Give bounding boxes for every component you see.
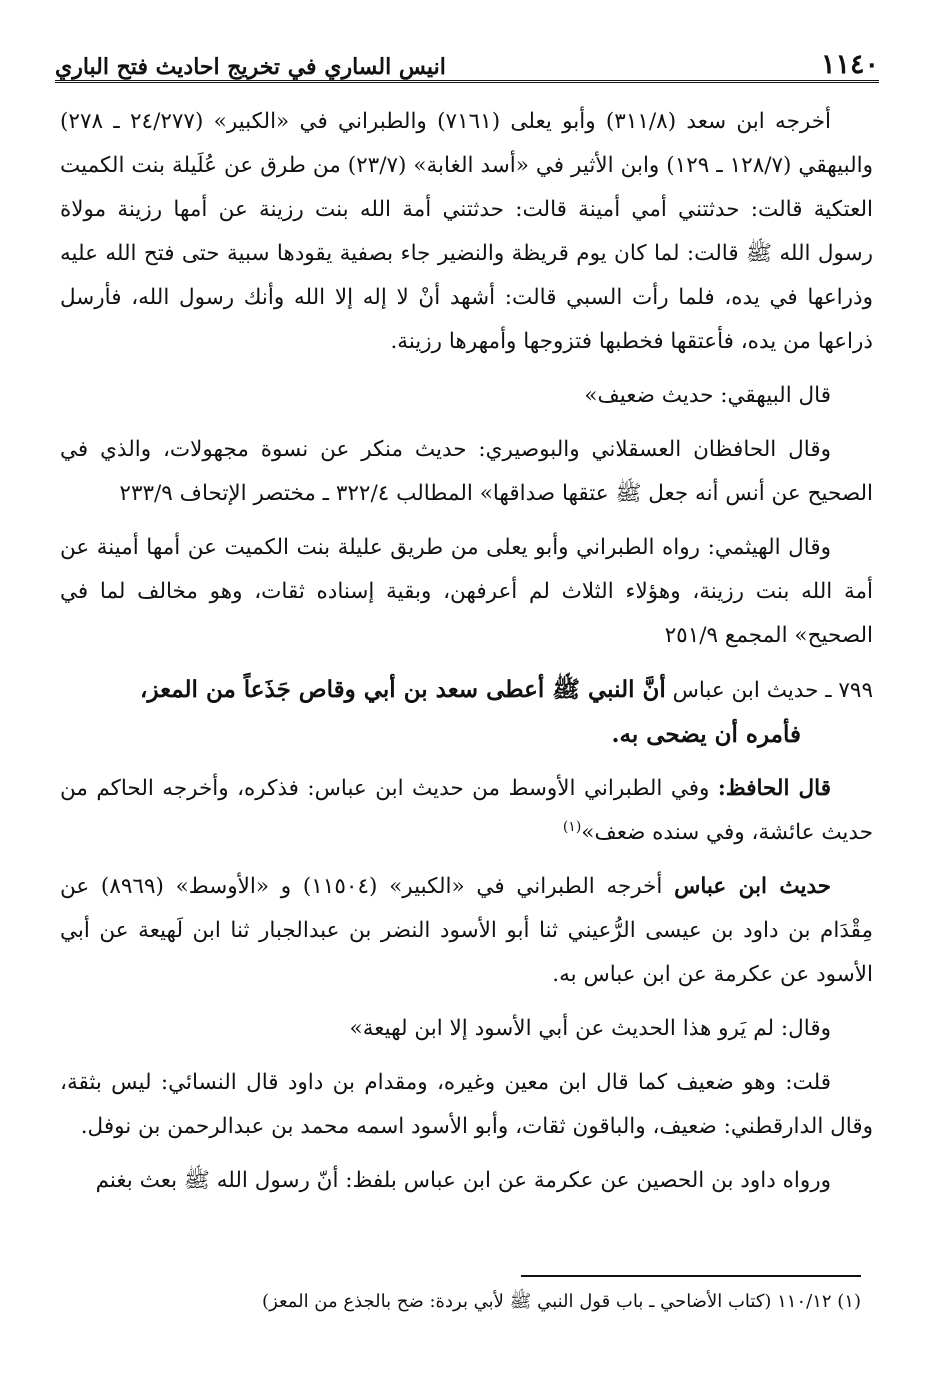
footnote-divider [521,1275,861,1277]
hadith-799 [60,668,873,757]
footnote-reference: (١) [562,818,582,835]
hadith-number: ٧٩٩ ـ حديث ابن عباس [665,678,873,703]
paragraph-bayhaqi: قال البيهقي: حديث ضعيف» [584,383,831,408]
page-number: ١١٤٠ [820,49,879,80]
paragraph-hafizan: وقال الحافظان العسقلاني والبوصيري: حديث منكر عن نسوة مجهولات، والذي في الصحيح عن أنس أنه جعل ﷺ عتقها صداقها» المطالب ٣٢٢/٤ ـ مختصر الإتحاف ٢٣٣/٩ [60,437,873,506]
hadith-ibn-abbas-label: حديث ابن عباس [674,874,832,899]
paragraph-qultu: قلت: وهو ضعيف كما قال ابن معين وغيره، ومقدام بن داود قال النسائي: ليس بثقة، وقال الدارقطني: ضعيف، والباقون ثقات، وأبو الأسود اسمه محمد بن عبدالرحمن بن نوفل. [60,1070,873,1139]
paragraph-hadith-ibn-abbas [60,865,873,997]
paragraph-rawahu-dawud: ورواه داود بن الحصين عن عكرمة عن ابن عباس بلفظ: أنّ رسول الله ﷺ بعث بغنم [95,1168,831,1193]
hadith-matn-line1: أنَّ النبي ﷺ أعطى سعد بن أبي وقاص جَذَعاً من المعز، [140,676,666,703]
hadith-heading [60,668,873,713]
paragraph-takhrij: أخرجه ابن سعد (٣١١/٨) وأبو يعلى (٧١٦١) والطبراني في «الكبير» (٢٤/٢٧٧ ـ ٢٧٨) والبيهقي (١٢٨/٧ ـ ١٢٩) وابن الأثير في «أسد الغابة» (٢٣/٧) من طرق عن عُلَيلة بنت الكميت العتكية قالت: حدثتني أمي أمينة قالت: حدثتني أمة الله بنت رزينة عن أمها رزينة مولاة رسول الله ﷺ قالت: لما كان يوم قريظة والنضير جاء بصفية يقودها سبية حتى فتح الله عليه وذراعها في يده، فلما رأت السبي قالت: أشهد أنْ لا إله إلا الله وأنك رسول الله، فأرسل ذراعها من يده، فأعتقها فخطبها فتزوجها وأمهرها رزينة. [60,109,874,354]
hadith-matn-line2: فأمره أن يضحى به. [611,721,801,748]
footnote: (١) ١١٠/١٢ (كتاب الأضاحي ـ باب قول النبي ﷺ لأبي بردة: ضح بالجذع من المعز) [262,1291,861,1312]
paragraph-wa-qala: وقال: لم يَرو هذا الحديث عن أبي الأسود إلا ابن لهيعة» [349,1016,831,1041]
body-text [60,100,873,1213]
qala-al-hafiz-label: قال الحافظ: [717,776,831,801]
running-title: انيس الساري في تخريج احاديث فتح الباري [55,54,446,80]
qala-al-hafiz-text: وفي الطبراني الأوسط من حديث ابن عباس: فذكره، وأخرجه الحاكم من حديث عائشة، وفي سنده ضعف» [60,776,873,845]
paragraph-haythami: وقال الهيثمي: رواه الطبراني وأبو يعلى من طريق عليلة بنت الكميت عن أمها أمينة عن أمة الله بنت رزينة، وهؤلاء الثلاث لم أعرفهن، وبقية إسناده ثقات، وهو مخالف لما في الصحيح» المجمع ٢٥١/٩ [60,535,873,648]
hadith-ibn-abbas-text: أخرجه الطبراني في «الكبير» (١١٥٠٤) و «الأوسط» (٨٩٦٩) عن مِقْدَام بن داود بن عيسى الرُّعيني ثنا أبو الأسود النضر بن عبدالجبار ثنا ابن لَهيعة عن أبي الأسود عن عكرمة عن ابن عباس به. [60,874,873,987]
paragraph-qala-al-hafiz [60,767,873,855]
page-header [55,38,879,83]
